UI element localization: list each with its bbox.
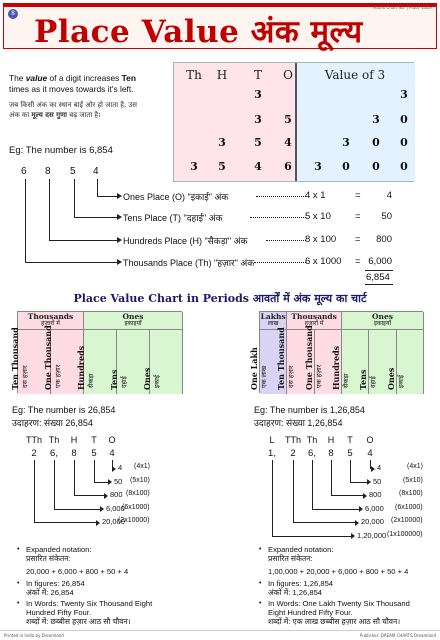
table-right-cell: 0 bbox=[400, 160, 408, 173]
connector-vertical bbox=[49, 179, 50, 241]
connector-vertical bbox=[97, 179, 98, 197]
chart-connector bbox=[312, 460, 313, 510]
bullet-line: शब्दों में: छब्बीस हज़ार आठ सौ चौवन। bbox=[26, 617, 131, 626]
bullet-line: प्रसारित संकेतन: bbox=[26, 554, 71, 563]
column-label-en: Hundreds bbox=[331, 345, 342, 390]
column-label-hi: सैकड़ा bbox=[87, 373, 95, 388]
place-value-note: (4x1) bbox=[407, 463, 423, 470]
digit-0: 6 bbox=[21, 166, 27, 177]
chart-connector bbox=[331, 495, 363, 496]
place-head: Th bbox=[306, 435, 318, 445]
period-group-header bbox=[84, 312, 183, 330]
digit: 4 bbox=[367, 448, 373, 459]
page-title: Place Value अंक मूल्य bbox=[34, 14, 363, 50]
arrow-head bbox=[359, 506, 363, 512]
bullet-dot: • bbox=[17, 580, 20, 587]
table-left-cell: 4 bbox=[254, 160, 262, 173]
table-left-cell: 5 bbox=[218, 160, 226, 173]
place-value-note: (5x10) bbox=[130, 476, 150, 484]
column-label-hi: इकाई bbox=[396, 374, 405, 388]
chart-connector bbox=[74, 495, 104, 496]
group-label-hi: हज़ारों में bbox=[304, 320, 324, 327]
table-right-cell: 3 bbox=[400, 88, 408, 101]
group-label-en: Lakhs bbox=[260, 312, 286, 321]
group-label-hi: इकाइयाँ bbox=[373, 320, 392, 327]
place-value-note: (4x1) bbox=[134, 463, 150, 470]
intro-example: Eg: The number is 6,854 bbox=[9, 145, 113, 156]
bullet-dot: • bbox=[259, 600, 262, 607]
column-label bbox=[304, 325, 323, 390]
place-value: 1,20,000 bbox=[357, 530, 387, 540]
column-label bbox=[331, 346, 350, 390]
column-label-en: Tens bbox=[109, 369, 119, 390]
calc-expression: 5 x 10 bbox=[305, 211, 331, 222]
digit: 5 bbox=[347, 448, 353, 459]
period-group-header bbox=[342, 312, 424, 330]
digit: 8 bbox=[71, 448, 77, 459]
total-rule-bottom bbox=[365, 284, 393, 285]
column-label-en: Ones bbox=[385, 367, 396, 390]
arrow-head bbox=[96, 520, 100, 526]
bullet-line: In figures: 1,26,854 bbox=[268, 579, 334, 588]
arrow-head bbox=[371, 466, 375, 472]
table-left-cell: 6 bbox=[284, 160, 292, 173]
bullet-line: 20,000 + 6,000 + 800 + 50 + 4 bbox=[26, 567, 129, 576]
chart-connector bbox=[94, 482, 108, 483]
column-label bbox=[76, 346, 95, 390]
calc-equals: = bbox=[355, 234, 361, 245]
table-left-cell: 3 bbox=[218, 136, 226, 149]
column-label-hi: एक हज़ार bbox=[314, 364, 323, 388]
bullet-line: अंकों में: 26,854 bbox=[26, 588, 74, 597]
column-label bbox=[358, 370, 377, 390]
intro-hindi-2c: बढ़ जाता है। bbox=[66, 111, 101, 119]
table-right-cell: 3 bbox=[342, 136, 350, 149]
arrow-head bbox=[351, 533, 355, 539]
dotted-leader bbox=[250, 217, 306, 218]
arrow-head bbox=[117, 237, 122, 243]
column-label-en: Tens bbox=[358, 369, 369, 390]
chart-connector bbox=[293, 522, 355, 523]
place-label: Thousands Place (Th) "हज़ार" अंक bbox=[123, 258, 255, 268]
column-label-hi: दहाई bbox=[120, 376, 128, 388]
digit: 1, bbox=[268, 448, 276, 459]
table-left-cell: 3 bbox=[190, 160, 198, 173]
arrow-head bbox=[117, 259, 122, 265]
bullet-line: In Words: One Lakh Twenty Six Thousand bbox=[268, 599, 410, 608]
column-label-en: Ten Thousand bbox=[276, 327, 287, 390]
dotted-leader bbox=[256, 196, 306, 197]
place-head: L bbox=[269, 435, 275, 445]
total-value: 6,854 bbox=[366, 272, 390, 283]
footer-right: Publisher: DREAM CHARTS Dreamland bbox=[359, 633, 436, 638]
table-right-cell: 3 bbox=[372, 113, 380, 126]
place-value-note: (5x10) bbox=[403, 476, 423, 484]
table-right-cell: 0 bbox=[372, 136, 380, 149]
column-label-en: One Thousand bbox=[303, 325, 314, 390]
chart-connector bbox=[54, 509, 100, 510]
group-label-hi: लाख bbox=[267, 320, 279, 327]
intro-text-2: of a digit increases bbox=[47, 73, 122, 83]
chart-connector bbox=[272, 536, 351, 537]
calc-result: 6,000 bbox=[368, 256, 392, 267]
bullet-line: Expanded notation: bbox=[268, 545, 334, 554]
place-value: 20,000 bbox=[102, 517, 125, 526]
column-label bbox=[249, 347, 268, 390]
column-label-hi: दहाई bbox=[369, 376, 378, 388]
table-right-cell: 0 bbox=[400, 136, 408, 149]
place-head: O bbox=[108, 435, 116, 445]
group-label-en: Thousands bbox=[291, 312, 337, 321]
connector-horizontal bbox=[74, 217, 117, 218]
place-value: 6,000 bbox=[365, 503, 384, 513]
place-label: Ones Place (O) "इकाई" अंक bbox=[123, 192, 229, 202]
column-label-hi: दस हज़ार bbox=[287, 365, 296, 388]
place-value: 50 bbox=[114, 476, 123, 486]
chart-connector bbox=[54, 460, 55, 510]
table-header-t: T bbox=[253, 68, 262, 82]
column-label-hi: एक लाख bbox=[260, 365, 269, 388]
digit: 2 bbox=[290, 448, 296, 459]
example-hindi: उदाहरण: संख्या 26,854 bbox=[12, 418, 93, 428]
column-label bbox=[109, 370, 128, 390]
bullet-line: Hundred Fifty Four. bbox=[26, 608, 91, 617]
chart-connector bbox=[331, 460, 332, 496]
column-label-hi: सैकड़ा bbox=[342, 373, 351, 388]
bullet-line: In Words: Twenty Six Thousand Eight bbox=[26, 599, 153, 608]
header-top-bar bbox=[4, 4, 436, 7]
bullet-line: Expanded notation: bbox=[26, 545, 92, 554]
calc-equals: = bbox=[355, 190, 361, 201]
table-header-o: O bbox=[283, 68, 293, 82]
example-text: Eg: The number is 26,854 bbox=[12, 405, 116, 415]
intro-text bbox=[9, 73, 169, 95]
place-value: 20,000 bbox=[361, 517, 384, 526]
group-label-en: Ones bbox=[122, 312, 144, 321]
place-head: H bbox=[70, 435, 78, 445]
place-value-note: (6x1000) bbox=[395, 503, 423, 511]
bullet-line: In figures: 26,854 bbox=[26, 579, 85, 588]
bullet-dot: • bbox=[259, 546, 262, 553]
bullet-line: Eight Hundred Fifty Four. bbox=[268, 608, 353, 617]
chart-connector bbox=[34, 522, 96, 523]
column-label-hi: इकाई bbox=[153, 374, 161, 388]
digit: 2 bbox=[31, 448, 37, 459]
place-value: 4 bbox=[118, 463, 123, 472]
column-label-en: One Lakh bbox=[249, 347, 260, 390]
place-value-note: (2x10000) bbox=[391, 517, 423, 524]
arrow-head bbox=[104, 493, 108, 499]
intro-hindi-2b: मूल्य दस गुणा bbox=[31, 111, 67, 119]
connector-vertical bbox=[74, 179, 75, 218]
calc-equals: = bbox=[355, 256, 361, 267]
dotted-leader bbox=[254, 262, 306, 263]
table-left-cell: 3 bbox=[254, 113, 262, 126]
connector-vertical bbox=[25, 179, 26, 263]
place-value-note: (8x100) bbox=[399, 490, 423, 497]
intro-hindi-1: जब किसी अंक का स्थान बाईं ओर हो जाता है, उस bbox=[9, 101, 137, 109]
column-label bbox=[386, 368, 405, 390]
place-head: T bbox=[347, 435, 353, 445]
place-head: TTh bbox=[284, 435, 301, 445]
table-right-cell: 0 bbox=[342, 160, 350, 173]
chart-connector bbox=[272, 460, 273, 537]
place-value: 800 bbox=[110, 490, 123, 499]
calc-expression: 6 x 1000 bbox=[305, 256, 342, 267]
chart-connector bbox=[94, 460, 95, 483]
digit: 6, bbox=[50, 448, 58, 459]
column-label-en: Ones bbox=[142, 367, 152, 390]
place-value-note: (6x1000) bbox=[122, 503, 150, 511]
connector-horizontal bbox=[49, 240, 117, 241]
digit: 4 bbox=[109, 448, 115, 459]
period-column bbox=[142, 330, 183, 394]
digit: 5 bbox=[91, 448, 97, 459]
arrow-head bbox=[367, 479, 371, 485]
intro-line-2: times as it moves towards it's left. bbox=[9, 84, 134, 94]
connector-horizontal bbox=[25, 262, 117, 263]
connector-horizontal bbox=[97, 196, 117, 197]
intro-text-1: The bbox=[9, 73, 26, 83]
table-left-cell: 5 bbox=[254, 136, 262, 149]
arrow-head bbox=[112, 466, 116, 472]
place-value-note: (1x100000) bbox=[387, 530, 423, 538]
digit: 8 bbox=[328, 448, 334, 459]
intro-hindi bbox=[9, 100, 174, 120]
table-header-value-of-3: Value of 3 bbox=[324, 68, 386, 82]
group-label-hi: हज़ारों में bbox=[41, 320, 60, 327]
digit: 6, bbox=[308, 448, 316, 459]
place-head: H bbox=[327, 435, 335, 445]
arrow-head bbox=[100, 506, 104, 512]
table-header-th: Th bbox=[186, 68, 202, 82]
calc-result: 50 bbox=[381, 211, 392, 222]
column-label bbox=[276, 327, 295, 390]
place-value-table bbox=[173, 62, 414, 182]
place-value-note: (2x10000) bbox=[118, 517, 150, 524]
place-value-note: (8x100) bbox=[126, 490, 150, 497]
intro-value-word: value bbox=[25, 73, 48, 83]
calc-expression: 8 x 100 bbox=[305, 234, 337, 245]
place-head: TTh bbox=[25, 435, 42, 445]
arrow-head bbox=[355, 520, 359, 526]
place-head: Th bbox=[48, 435, 60, 445]
chart-connector bbox=[293, 460, 294, 523]
place-label: Hundreds Place (H) "सैकड़ा" अंक bbox=[123, 236, 248, 246]
bullet-line: शब्दों में: एक लाख छब्बीस हज़ार आठ सौ चौवन। bbox=[268, 617, 401, 626]
arrow-head bbox=[108, 479, 112, 485]
header-banner bbox=[3, 3, 437, 49]
column-label-hi: एक हज़ार bbox=[54, 364, 62, 388]
bullet-dot: • bbox=[259, 580, 262, 587]
calc-expression: 4 x 1 bbox=[305, 190, 326, 201]
digit-2: 5 bbox=[70, 166, 76, 177]
place-head: T bbox=[91, 435, 97, 445]
table-left-cell: 3 bbox=[254, 88, 262, 101]
total-rule-top bbox=[365, 270, 393, 271]
calc-result: 4 bbox=[386, 190, 392, 201]
column-label bbox=[10, 327, 29, 390]
period-chart bbox=[10, 311, 182, 393]
chart-connector bbox=[312, 509, 359, 510]
group-label-hi: इकाइयाँ bbox=[124, 320, 142, 327]
table-header-h: H bbox=[216, 68, 228, 82]
bullet-dot: • bbox=[17, 546, 20, 553]
place-value: 50 bbox=[373, 476, 382, 486]
digit-1: 8 bbox=[45, 166, 51, 177]
table-right-cell: 3 bbox=[314, 160, 322, 173]
table-left-cell: 4 bbox=[284, 136, 292, 149]
place-label: Tens Place (T) "दहाई" अंक bbox=[123, 213, 223, 223]
arrow-head bbox=[117, 193, 122, 199]
bullet-line: प्रसारित संकेतन: bbox=[268, 554, 313, 563]
example-hindi: उदाहरण: संख्या 1,26,854 bbox=[254, 418, 343, 428]
group-label-en: Ones bbox=[372, 312, 393, 321]
footer-left: Printed in India by Dreamland bbox=[4, 633, 64, 638]
chart-connector bbox=[350, 482, 367, 483]
intro-hindi-2a: अंक का bbox=[9, 111, 32, 119]
digit-3: 4 bbox=[93, 166, 99, 177]
table-right-cell: 0 bbox=[372, 160, 380, 173]
intro-ten-word: Ten bbox=[121, 73, 136, 83]
place-head: O bbox=[366, 435, 374, 445]
place-value: 6,000 bbox=[106, 503, 125, 513]
bullet-dot: • bbox=[17, 600, 20, 607]
period-chart-title: Place Value Chart in Periods आवर्तों में अंक मूल्य का चार्ट bbox=[73, 292, 367, 305]
arrow-head bbox=[363, 493, 367, 499]
group-label-en: Thousands bbox=[27, 312, 74, 321]
bullet-line: 1,00,000 + 20,000 + 6,000 + 800 + 50 + 4 bbox=[268, 567, 409, 576]
column-label-hi: दस हज़ार bbox=[21, 365, 29, 388]
chart-number-badge: 8 bbox=[8, 9, 18, 19]
footer bbox=[0, 630, 440, 640]
chart-connector bbox=[350, 460, 351, 483]
column-label bbox=[43, 325, 62, 390]
bullet-line: अंकों में: 1,26,854 bbox=[268, 588, 323, 597]
place-value: 800 bbox=[369, 490, 382, 499]
column-label-en: Hundreds bbox=[76, 345, 86, 390]
arrow-head bbox=[117, 214, 122, 220]
period-chart bbox=[249, 311, 423, 393]
calc-equals: = bbox=[355, 211, 361, 222]
period-column bbox=[385, 330, 424, 394]
table-right-cell: 0 bbox=[400, 113, 408, 126]
header-corner-text: Maths Chart No. | Place Value bbox=[372, 5, 432, 10]
calc-result: 800 bbox=[376, 234, 392, 245]
chart-connector bbox=[34, 460, 35, 523]
table-left-cell: 5 bbox=[284, 113, 292, 126]
column-label-en: Ten Thousand bbox=[10, 327, 20, 390]
dotted-leader bbox=[266, 240, 306, 241]
chart-connector bbox=[74, 460, 75, 496]
column-label-en: One Thousand bbox=[43, 325, 53, 390]
column-label bbox=[142, 368, 161, 390]
place-value: 4 bbox=[377, 463, 382, 472]
example-text: Eg: The number is 1,26,854 bbox=[254, 405, 365, 415]
